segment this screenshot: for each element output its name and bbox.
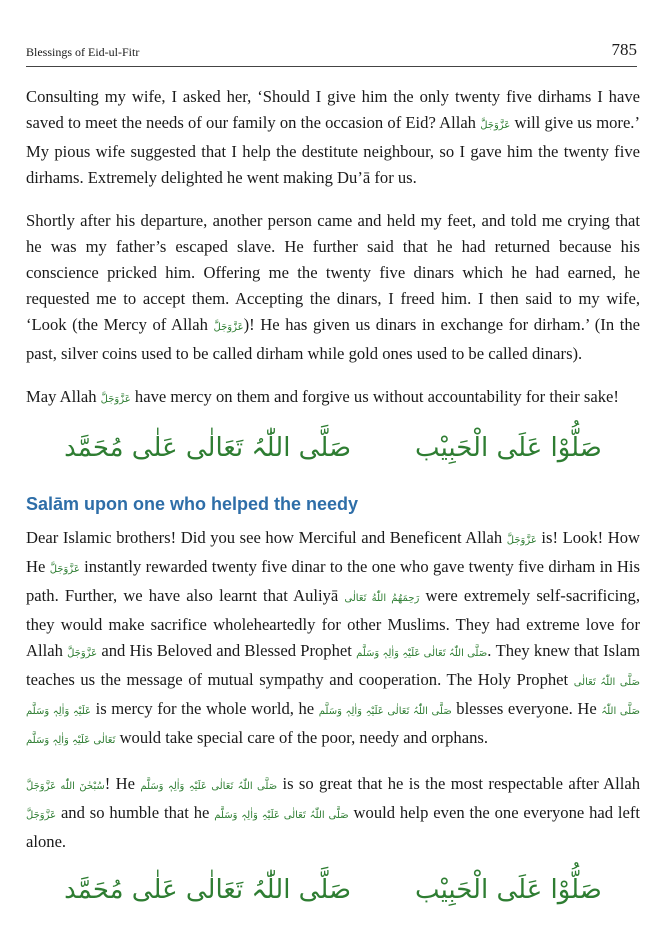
page-number: 785 xyxy=(611,40,637,59)
text: Shortly after his departure, another person came and held my feet, and told me crying that he was my father’s escaped slave. He further said that he had returned because his conscience pricked him. Offering me the twenty five dinars which he had earned, he requested me to accept them. Accepting the dinars, I freed him. I then said to my wife, ‘Look (the Mercy of Allah xyxy=(26,211,640,334)
arabic-honorific: عَزَّوَجَلَّ xyxy=(26,810,57,821)
text: is mercy for the whole world, he xyxy=(95,699,315,718)
paragraph-5 xyxy=(26,771,640,855)
text: ! He xyxy=(104,774,135,793)
durood-left: صَلُّوْا عَلَی الْحَبِیْب xyxy=(415,875,602,905)
text: instantly rewarded twenty five dinar to the one who gave twenty five dirham in His path. Further, we have also learnt that Auliyā xyxy=(26,557,640,605)
text: Consulting my wife, I asked her, ‘Should I give him the only twenty five dirhams I have saved to meet the needs of our family on the occasion of Eid? Allah xyxy=(26,87,640,132)
header-rule xyxy=(26,66,637,67)
text: is! Look! How He xyxy=(26,528,640,576)
arabic-honorific: صَلَّی اللّٰہُ تَعَالٰی عَلَیْہِ وَاٰلِہٖ وَسَلَّم xyxy=(356,648,488,659)
text: would take special care of the poor, needy and orphans. xyxy=(119,728,488,747)
durood-line-1 xyxy=(26,435,640,461)
arabic-honorific: صَلَّی اللّٰہُ تَعَالٰی عَلَیْہِ وَاٰلِہٖ وَسَلَّم xyxy=(318,706,452,717)
text: will give us more.’ My pious wife suggested that I help the destitute neighbour, so I gave him the twenty five dirhams. Extremely delighted he went making Du’ā for us. xyxy=(26,113,640,187)
text: have mercy on them and forgive us without accountability for their sake! xyxy=(134,387,619,406)
page-header xyxy=(26,40,637,60)
text: )! He has given us dinars in exchange for dirham.’ (In the past, silver coins used to be called dirham while gold ones used to be called dinars). xyxy=(26,315,641,363)
arabic-honorific: صَلَّی اللّٰہُ تَعَالٰی عَلَیْہِ وَاٰلِہٖ وَسَلَّم xyxy=(140,781,278,792)
durood-line-2 xyxy=(26,877,640,903)
durood-right: صَلَّی اللّٰہُ تَعَالٰی عَلٰی مُحَمَّد xyxy=(64,875,352,905)
text: Dear Islamic brothers! Did you see how Merciful and Beneficent Allah xyxy=(26,528,503,547)
paragraph-3 xyxy=(26,384,640,413)
arabic-honorific: عَزَّوَجَلَّ xyxy=(67,648,98,659)
arabic-honorific: سُبْحٰنَ اللّٰه عَزَّوَجَلَّ xyxy=(26,781,105,792)
paragraph-4 xyxy=(26,525,640,754)
paragraph-2 xyxy=(26,208,640,367)
arabic-honorific: صَلَّی اللّٰہُ تَعَالٰی عَلَیْہِ وَاٰلِہٖ وَسَلَّم xyxy=(214,810,349,821)
arabic-honorific: عَزَّوَجَلَّ xyxy=(480,120,511,131)
arabic-honorific: عَزَّوَجَلَّ xyxy=(100,394,131,405)
text: would help even the one everyone had left alone. xyxy=(26,803,641,851)
text: and His Beloved and Blessed Prophet xyxy=(101,641,352,660)
durood-right: صَلَّی اللّٰہُ تَعَالٰی عَلٰی مُحَمَّد xyxy=(64,433,352,463)
page-body xyxy=(26,84,640,933)
text: blesses everyone. He xyxy=(456,699,597,718)
arabic-honorific: صَلَّی اللّٰہُ تَعَالٰی عَلَیْہِ وَاٰلِہٖ وَسَلَّم xyxy=(26,706,640,746)
arabic-honorific: عَزَّوَجَلَّ xyxy=(49,564,80,575)
text: were extremely self-sacrificing, they would make sacrifice wholeheartedly for other Muslims. They had extreme love for Allah xyxy=(26,586,640,660)
text: May Allah xyxy=(26,387,97,406)
arabic-honorific: صَلَّی اللّٰہُ تَعَالٰی عَلَیْہِ وَاٰلِہٖ وَسَلَّم xyxy=(26,677,640,717)
text: is so great that he is the most respectable after Allah xyxy=(282,774,641,793)
paragraph-1 xyxy=(26,84,640,191)
durood-left: صَلُّوْا عَلَی الْحَبِیْب xyxy=(415,433,602,463)
arabic-honorific: عَزَّوَجَلَّ xyxy=(213,322,244,333)
arabic-honorific: رَحِمَهُمُ اللّٰهُ تَعَالٰی xyxy=(344,593,420,604)
text: . They knew that Islam teaches us the message of mutual sympathy and cooperation. The Holy Prophet xyxy=(26,641,640,689)
arabic-honorific: عَزَّوَجَلَّ xyxy=(506,535,537,546)
running-title: Blessings of Eid-ul-Fitr xyxy=(26,45,140,59)
section-heading: Salām upon one who helped the needy xyxy=(26,494,359,514)
text: and so humble that he xyxy=(60,803,210,822)
